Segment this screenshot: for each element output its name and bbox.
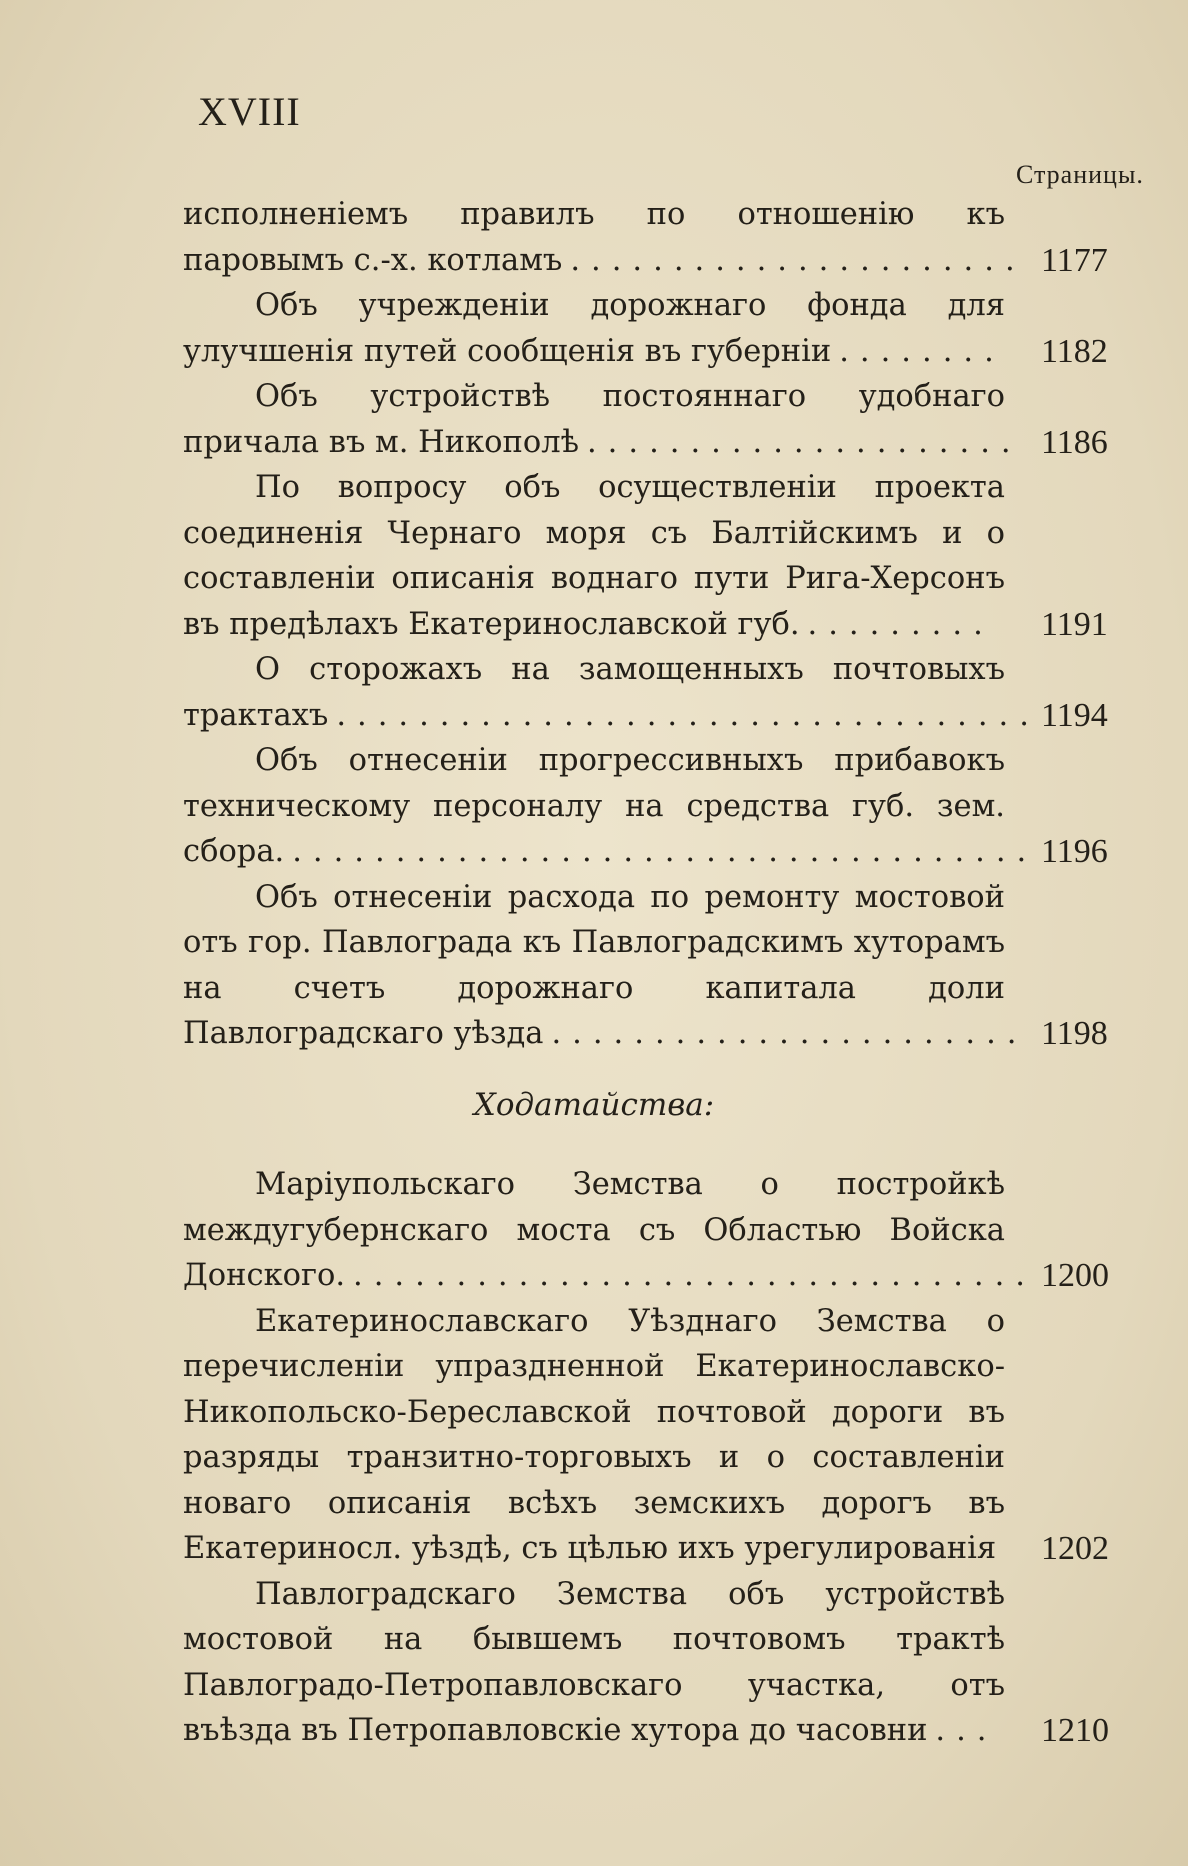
- dot-leader: .................................: [353, 1258, 1036, 1293]
- toc-entry: [183, 283, 1118, 374]
- toc-entry-text: Объ устройствѣ постояннаго удобнаго причала въ м. Никополѣ: [183, 379, 1005, 460]
- toc-page-number: 1210: [1041, 1712, 1109, 1749]
- toc-page-number: 1196: [1041, 833, 1108, 870]
- dot-leader: ........: [839, 333, 1005, 369]
- toc-page-number: 1202: [1041, 1530, 1109, 1567]
- entries-group-main: [183, 192, 1118, 1057]
- toc-entry-text: О сторожахъ на замощенныхъ почтовыхъ трактахъ: [183, 652, 1005, 733]
- dot-leader: .....................: [586, 424, 1022, 460]
- page-number: XVIII: [198, 89, 301, 134]
- toc-entry: [183, 1162, 1118, 1299]
- toc-entry: [183, 1299, 1118, 1572]
- toc-entry-text: Маріупольскаго Земства о постройкѣ междугубернскаго моста съ Областью Войска Донского.: [183, 1167, 1005, 1293]
- toc-entry-text: Павлоградскаго Земства объ устройствѣ мостовой на бывшемъ почтовомъ трактѣ Павлоградо-Петропавловскаго участка, отъ въѣзда въ Петропавловскіе хутора до часовни: [183, 1576, 1005, 1748]
- toc-page-number: 1186: [1041, 423, 1108, 461]
- pages-column-header: Страницы.: [1016, 160, 1144, 189]
- toc-entry-text: Екатеринославскаго Уѣзднаго Земства о перечисленіи упраздненной Екатеринославско-Никопольско-Береславской почтовой дороги въ разряды транзитно-торговыхъ и о составленіи новаго описанія всѣхъ земскихъ дорогъ въ Екатериносл. уѣздѣ, съ цѣлью ихъ урегулированія: [183, 1303, 1005, 1566]
- toc-entry: [183, 374, 1118, 465]
- section-title-petitions: Ходатайства:: [473, 1086, 715, 1123]
- toc-entry: [183, 465, 1118, 647]
- toc-page-number: 1198: [1041, 1015, 1108, 1052]
- toc-entry-text: По вопросу объ осуществленіи проекта соединенія Чернаго моря съ Балтійскимъ и о составленіи описанія воднаго пути Рига-Херсонъ въ предѣлахъ Екатеринославской губ.: [183, 470, 1005, 642]
- dot-leader: ....................................: [292, 834, 1038, 869]
- dot-leader: ..................................: [336, 697, 1040, 733]
- dot-leader: .......................: [551, 1016, 1028, 1051]
- dot-leader: ......................: [570, 242, 1026, 278]
- dot-leader: .........: [807, 606, 994, 642]
- toc-entry-text: Объ отнесеніи прогрессивныхъ прибавокъ техническому персоналу на средства губ. зем. сбора.: [183, 743, 1005, 869]
- toc-entry: [183, 738, 1118, 875]
- toc-entry: [183, 1572, 1118, 1754]
- toc-page-number: 1182: [1041, 332, 1108, 370]
- toc-entry: [183, 192, 1118, 283]
- toc-page-number: 1191: [1041, 605, 1108, 643]
- toc-entry: [183, 647, 1118, 738]
- toc-entry-text: исполненіемъ правилъ по отношенію къ паровымъ с.-х. котламъ: [183, 197, 1005, 278]
- entries-group-petitions: [183, 1162, 1118, 1754]
- toc-entry-text: Объ учрежденіи дорожнаго фонда для улучшенія путей сообщенія въ губерніи: [183, 288, 1005, 369]
- toc-page-number: 1194: [1041, 696, 1108, 734]
- toc-entry-text: Объ отнесеніи расхода по ремонту мостовой отъ гор. Павлограда къ Павлоградскимъ хуторамъ на счетъ дорожнаго капитала доли Павлоградскаго уѣзда: [183, 879, 1005, 1051]
- toc-page-number: 1177: [1041, 241, 1108, 279]
- table-of-contents: [183, 192, 1118, 1754]
- toc-entry: [183, 875, 1118, 1057]
- toc-page-number: 1200: [1041, 1257, 1109, 1294]
- dot-leader: ...: [935, 1713, 998, 1748]
